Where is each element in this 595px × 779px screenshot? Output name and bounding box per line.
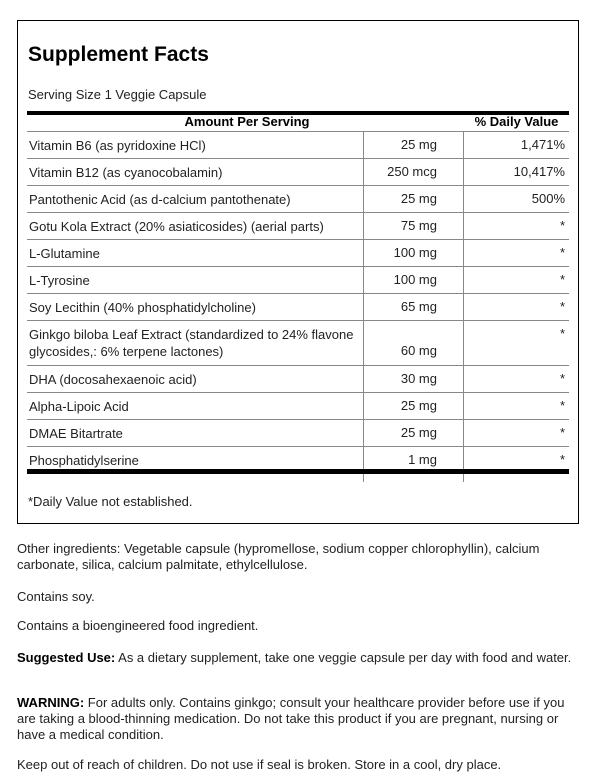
nutrient-amount: 65 mg (400, 299, 437, 314)
nutrient-amount: 1 mg (408, 452, 437, 467)
nutrient-amount: 250 mcg (387, 164, 437, 179)
table-row (27, 365, 569, 392)
table-row (27, 131, 569, 158)
nutrient-daily-value: * (559, 272, 565, 287)
table-row (27, 293, 569, 320)
table-row (27, 239, 569, 266)
table-row (27, 266, 569, 293)
nutrient-name: L-Tyrosine (29, 273, 90, 288)
table-row (27, 212, 569, 239)
nutrient-amount: 75 mg (400, 218, 437, 233)
nutrient-name: Vitamin B12 (as cyanocobalamin) (29, 165, 223, 180)
nutrient-daily-value: * (559, 245, 565, 260)
daily-value-header: % Daily Value (474, 114, 559, 129)
nutrient-table (27, 131, 569, 473)
nutrient-daily-value: * (559, 398, 565, 413)
nutrient-amount: 25 mg (400, 425, 437, 440)
nutrient-daily-value: * (559, 425, 565, 440)
nutrient-daily-value: * (559, 326, 565, 341)
nutrient-name: DHA (docosahexaenoic acid) (29, 372, 197, 387)
nutrient-name: Ginkgo biloba Leaf Extract (standardized to 24% flavone glycosides,: 6% terpene lactones) (29, 327, 354, 359)
nutrient-amount: 25 mg (400, 191, 437, 206)
supplement-facts-panel (17, 20, 579, 524)
nutrient-name: Vitamin B6 (as pyridoxine HCl) (29, 138, 206, 153)
table-row (27, 158, 569, 185)
suggested-use-text: As a dietary supplement, take one veggie capsule per day with food and water. (115, 650, 572, 665)
table-row (27, 419, 569, 446)
nutrient-name: Gotu Kola Extract (20% asiaticosides) (aerial parts) (29, 219, 324, 234)
nutrient-name: Alpha-Lipoic Acid (29, 399, 129, 414)
daily-value-footnote: *Daily Value not established. (28, 494, 193, 509)
nutrient-name: L-Glutamine (29, 246, 100, 261)
table-row (27, 185, 569, 212)
nutrient-daily-value: * (559, 371, 565, 386)
panel-title: Supplement Facts (28, 43, 209, 66)
nutrient-daily-value: 10,417% (513, 164, 565, 179)
nutrient-amount: 100 mg (393, 245, 437, 260)
nutrient-daily-value: 1,471% (520, 137, 565, 152)
other-ingredients: Other ingredients: Vegetable capsule (hypromellose, sodium copper chlorophyllin), calcium carbonate, silica, calcium palmitate, ethylcellulose. (17, 541, 540, 572)
warning-label: WARNING: (17, 695, 85, 710)
amount-per-serving-header: Amount Per Serving (184, 114, 310, 129)
warning-text: For adults only. Contains ginkgo; consult your healthcare provider before use if you are taking a blood-thinning medication. Do not take this product if you are pregnant, nursing or have a medical condition. (17, 695, 565, 742)
suggested-use (17, 650, 582, 666)
nutrient-name: Pantothenic Acid (as d-calcium pantothenate) (29, 192, 291, 207)
nutrient-amount: 30 mg (400, 371, 437, 386)
warning (17, 695, 582, 743)
allergen-statement: Contains soy. (17, 589, 95, 604)
nutrient-daily-value: * (559, 452, 565, 467)
nutrient-amount: 25 mg (400, 137, 437, 152)
nutrient-daily-value: * (559, 299, 565, 314)
table-row (27, 320, 569, 365)
bioengineered-statement: Contains a bioengineered food ingredient. (17, 618, 259, 633)
serving-size: Serving Size 1 Veggie Capsule (28, 87, 207, 102)
storage-instructions: Keep out of reach of children. Do not use if seal is broken. Store in a cool, dry place. (17, 757, 502, 772)
nutrient-daily-value: * (559, 218, 565, 233)
nutrient-amount: 60 mg (400, 343, 437, 358)
nutrient-daily-value: 500% (531, 191, 565, 206)
nutrient-name: Phosphatidylserine (29, 453, 139, 468)
nutrient-name: DMAE Bitartrate (29, 426, 123, 441)
table-row (27, 392, 569, 419)
footer-rule (27, 469, 569, 474)
nutrient-name: Soy Lecithin (40% phosphatidylcholine) (29, 300, 256, 315)
nutrient-amount: 25 mg (400, 398, 437, 413)
suggested-use-label: Suggested Use: (17, 650, 116, 665)
nutrient-amount: 100 mg (393, 272, 437, 287)
